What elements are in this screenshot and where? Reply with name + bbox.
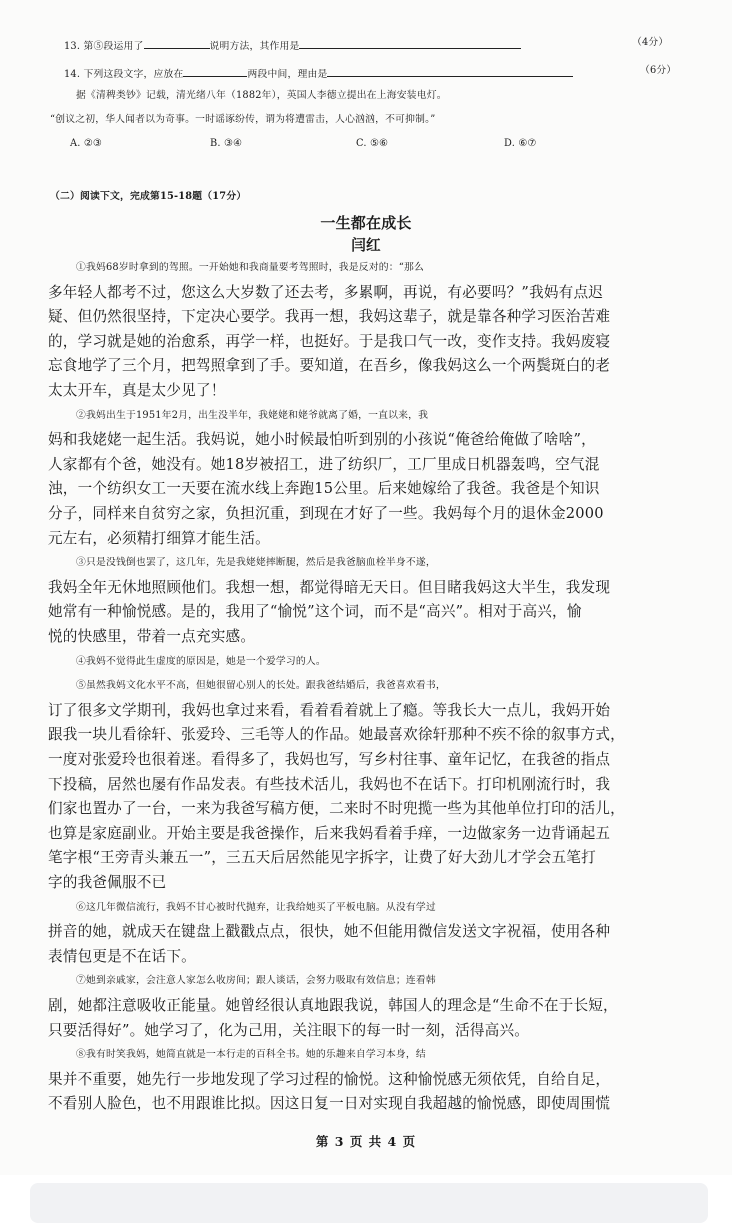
article-line: 元左右，必须精打细算才能生活。 — [48, 530, 270, 547]
article-line: 果并不重要，她先行一步地发现了学习过程的愉悦。这种愉悦感无须依凭，自给自足， — [48, 1071, 611, 1088]
article-line: 浊，一个纺织女工一天要在流水线上奔跑15公里。后来她嫁给了我爸。我爸是个知识 — [48, 480, 600, 497]
article-line: 们家也置办了一台，一来为我爸写稿方便，二来时不时兜揽一些为其他单位打印的活儿， — [48, 800, 625, 817]
article-line: 只要活得好”。她学习了，化为己用，关注眼下的每一时一刻，活得高兴。 — [48, 1022, 530, 1039]
q13-text-1: 第⑤段运用了 — [83, 41, 144, 52]
article-line: ④我妈不觉得此生虚度的原因是，她是一个爱学习的人。 — [76, 656, 326, 667]
article-line: ②我妈出生于1951年2月，出生没半年，我姥姥和姥爷就离了婚，一直以来，我 — [76, 410, 429, 421]
article-line: 笔字根“王旁青头兼五一”，三五天后居然能见字拆字，让费了好大劲儿才学会五笔打 — [48, 849, 596, 866]
article-line: 我妈全年无休地照顾他们。我想一想，都觉得暗无天日。但目睹我妈这大半生，我发现 — [48, 579, 611, 596]
q14-text-1: 下列这段文字，应放在 — [83, 69, 184, 80]
article-line: 订了很多文学期刊，我妈也拿过来看，看着看着就上了瘾。等我长大一点儿，我妈开始 — [48, 702, 611, 719]
article-line: 下投稿，居然也屡有作品发表。有些技术活儿，我妈也不在话下。打印机刚流行时，我 — [48, 776, 611, 793]
q14-number: 14. — [64, 69, 81, 80]
article-line: 跟我一块儿看徐轩、张爱玲、三毛等人的作品。她最喜欢徐轩那种不疾不徐的叙事方式， — [48, 726, 625, 743]
article-line: 也算是家庭副业。开始主要是我爸操作，后来我妈看着手痒，一边做家务一边背诵起五 — [48, 825, 611, 842]
article-line: 忘食地学了三个月，把驾照拿到了手。要知道，在吾乡，像我妈这么一个两鬓斑白的老 — [48, 357, 611, 374]
quote-line-2: “创议之初，华人闻者以为奇事。一时谣诼纷传，谓为将遭雷击，人心汹汹，不可抑制。” — [50, 114, 436, 125]
option-b[interactable]: B. ③④ — [210, 138, 242, 149]
article-line: 多年轻人都考不过，您这么大岁数了还去考，多累啊，再说，有必要吗？”我妈有点迟 — [48, 284, 604, 301]
article-line: ⑥这几年微信流行，我妈不甘心被时代抛弃，让我给她买了平板电脑。从没有学过 — [76, 902, 436, 913]
article-line: ⑧我有时笑我妈，她简直就是一本行走的百科全书。她的乐趣来自学习本身，结 — [76, 1049, 426, 1060]
article-line: 表情包更是不在话下。 — [48, 948, 196, 965]
article-line: 疑、但仍然很坚持，下定决心要学。我再一想，我妈这辈子，就是靠各种学习医治苦难 — [48, 308, 611, 325]
article-line: 的，学习就是她的治愈系，再学一样，也挺好。于是我口气一改，变作支持。我妈废寝 — [48, 333, 611, 350]
article-line: 拼音的她，就成天在键盘上戳戳点点，很快，她不但能用微信发送文字祝福，使用各种 — [48, 923, 611, 940]
q13-text-2: 说明方法，其作用是 — [209, 41, 300, 52]
q14-blank-2[interactable] — [327, 61, 573, 77]
article-line: 人家都有个爸，她没有。她18岁被招工，进了纺织厂，工厂里成日机器轰鸣，空气混 — [48, 456, 600, 473]
article-line: 一度对张爱玲也很着迷。看得多了，我妈也写，写乡村往事、童年记忆，在我爸的指点 — [48, 751, 611, 768]
article-line: ①我妈68岁时拿到的驾照。一开始她和我商量要考驾照时，我是反对的：“那么 — [76, 262, 424, 273]
q13-score: （4分） — [632, 37, 669, 48]
page-footer: 第 3 页 共 4 页 — [315, 1134, 417, 1149]
article-line: 分子，同样来自贫穷之家，负担沉重，到现在才好了一些。我妈每个月的退休金2000 — [48, 505, 604, 522]
article-title: 一生都在成长 — [320, 214, 412, 232]
article-line: 字的我爸佩服不已 — [48, 874, 167, 891]
article-line: ⑦她到亲戚家，会注意人家怎么收房间；跟人谈话，会努力吸取有效信息；连看韩 — [76, 975, 436, 986]
article-line: ③只是没钱倒也罢了，这几年，先是我姥姥摔断腿，然后是我爸脑血栓半身不遂， — [76, 557, 436, 568]
bottom-panel — [30, 1183, 708, 1223]
option-d[interactable]: D. ⑥⑦ — [504, 138, 537, 149]
section-heading: （二）阅读下文，完成第15-18题（17分） — [50, 191, 247, 202]
question-13 — [64, 33, 732, 57]
article-line: 她常有一种愉悦感。是的，我用了“愉悦”这个词，而不是“高兴”。相对于高兴，愉 — [48, 603, 582, 620]
q13-blank-2[interactable] — [299, 33, 521, 49]
q14-score: （6分） — [640, 65, 677, 76]
article-author: 闫红 — [351, 237, 381, 254]
q14-blank-1[interactable] — [183, 61, 247, 77]
q14-text-2: 两段中间，理由是 — [247, 69, 328, 80]
article-line: 太太开车，真是太少见了！ — [48, 382, 226, 399]
article-line: 不看别人脸色，也不用跟谁比拟。因这日复一日对实现自我超越的愉悦感，即使周围慌 — [48, 1095, 611, 1112]
article-line: 悦的快感里，带着一点充实感。 — [48, 628, 256, 645]
q13-number: 13. — [64, 41, 81, 52]
question-14 — [64, 61, 732, 85]
option-c[interactable]: C. ⑤⑥ — [356, 138, 388, 149]
option-a[interactable]: A. ②③ — [70, 138, 102, 149]
quote-line-1: 据《清稗类钞》记载，清光绪八年（1882年），英国人李德立提出在上海安装电灯。 — [76, 90, 447, 101]
article-line: ⑤虽然我妈文化水平不高，但她很留心别人的长处。跟我爸结婚后，我爸喜欢看书， — [76, 680, 446, 691]
q13-blank-1[interactable] — [144, 33, 210, 49]
article-line: 剧，她都注意吸收正能量。她曾经很认真地跟我说，韩国人的理念是“生命不在于长短， — [48, 997, 618, 1014]
article-line: 妈和我姥姥一起生活。我妈说，她小时候最怕听到别的小孩说“俺爸给俺做了啥啥”， — [48, 431, 596, 448]
